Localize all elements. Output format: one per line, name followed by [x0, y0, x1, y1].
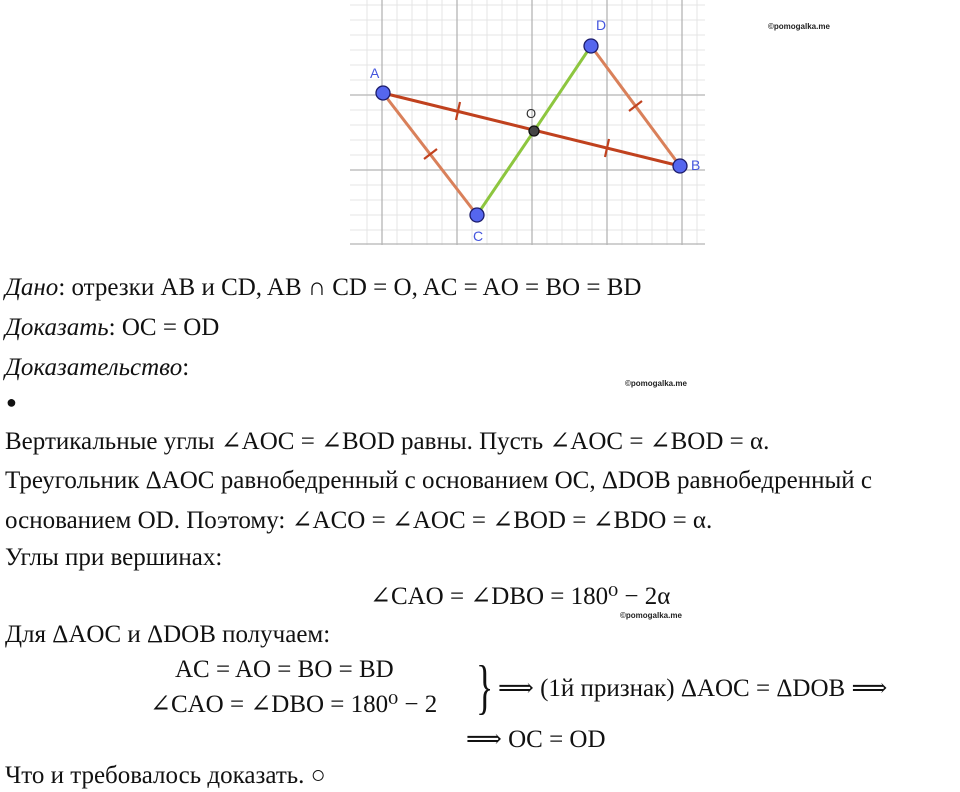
given-label: Дано: [5, 274, 59, 301]
point-d: [584, 39, 598, 53]
label-c: C: [473, 228, 484, 244]
system-line-1: AC = AO = BO = BD: [175, 656, 394, 683]
label-d: D: [596, 17, 607, 33]
label-o: O: [526, 106, 537, 121]
point-b: [673, 159, 687, 173]
point-c: [470, 208, 484, 222]
grid: [350, 0, 705, 245]
label-a: A: [370, 65, 380, 81]
prove-label: Доказать: [5, 314, 109, 341]
proof-label: Доказательство: [5, 354, 183, 381]
proof-line: [5, 353, 189, 383]
watermark-bottom: ©pomogalka.me: [620, 611, 682, 620]
text-line-6: Для ΔAOC и ΔDOB получаем:: [5, 621, 331, 648]
system-line-2: ∠CAO = ∠DBO = 180⁰ − 2: [150, 691, 438, 718]
given-line: [5, 273, 641, 303]
prove-line: [5, 313, 219, 343]
implication-2: ⟹ OC = OD: [466, 726, 606, 753]
implication-1: ⟹ (1й признак) ΔAOC = ΔDOB ⟹: [498, 675, 888, 702]
bullet: ●: [6, 392, 17, 412]
text-line-3: основанием OD. Поэтому: ∠ACO = ∠AOC = ∠BOD = ∠BDO = α.: [5, 507, 713, 534]
prove-text: : OC = OD: [108, 314, 220, 341]
system-brace: }: [476, 654, 494, 720]
watermark-top: ©pomogalka.me: [768, 22, 830, 31]
geometry-figure: [350, 0, 710, 250]
segment-co: [477, 131, 534, 215]
conclusion-line: Что и требовалось доказать. ○: [5, 762, 326, 789]
label-b: B: [691, 157, 701, 173]
point-a: [376, 86, 390, 100]
text-line-2: Треугольник ΔAOC равнобедренный с основанием OC, ΔDOB равнобедренный с: [5, 467, 872, 494]
formula-angles: ∠CAO = ∠DBO = 180⁰ − 2α: [370, 583, 671, 610]
watermark-middle: ©pomogalka.me: [625, 379, 687, 388]
proof-text: :: [182, 354, 190, 381]
text-line-1: Вертикальные углы ∠AOC = ∠BOD равны. Пусть ∠AOC = ∠BOD = α.: [5, 428, 770, 455]
point-o: [529, 126, 539, 136]
given-text: : отрезки AB и CD, AB ∩ CD = O, AC = AO = BO = BD: [58, 274, 642, 301]
text-line-4: Углы при вершинах:: [5, 544, 223, 571]
